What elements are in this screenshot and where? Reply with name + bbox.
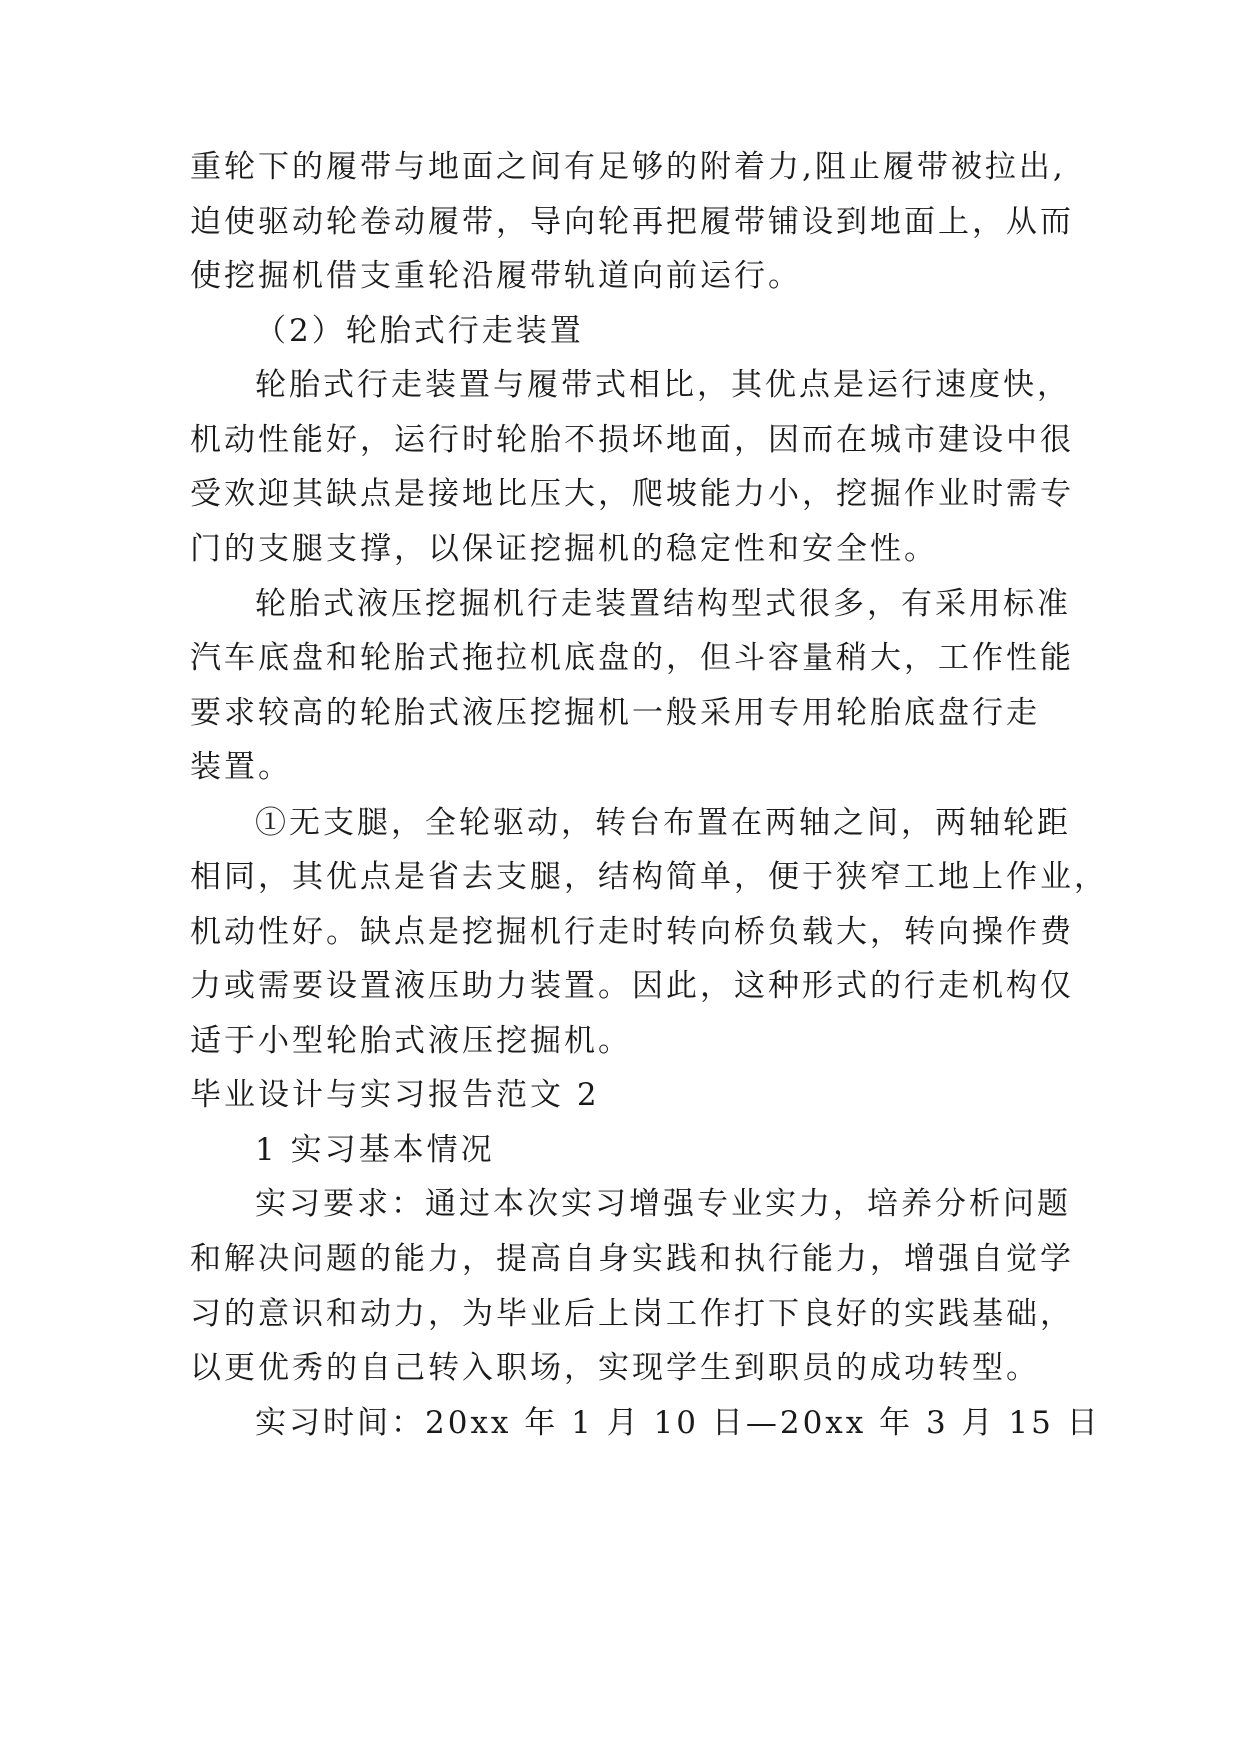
paragraph-line: 使挖掘机借支重轮沿履带轨道向前运行。 xyxy=(190,258,802,294)
paragraph-line: ①无支腿，全轮驱动，转台布置在两轴之间，两轴轮距 xyxy=(255,805,1071,841)
paragraph-line: 机动性好。缺点是挖掘机行走时转向桥负载大，转向操作费 xyxy=(190,914,1074,950)
paragraph-line: 机动性能好，运行时轮胎不损坏地面，因而在城市建设中很 xyxy=(190,422,1074,458)
paragraph-line: 轮胎式行走装置与履带式相比，其优点是运行速度快， xyxy=(255,367,1071,403)
section-heading: 1 实习基本情况 xyxy=(255,1132,495,1168)
section-heading: （2）轮胎式行走装置 xyxy=(255,313,584,349)
paragraph-line: 适于小型轮胎式液压挖掘机。 xyxy=(190,1023,632,1059)
paragraph-line: 力或需要设置液压助力装置。因此，这种形式的行走机构仅 xyxy=(190,968,1074,1004)
paragraph-line: 门的支腿支撑，以保证挖掘机的稳定性和安全性。 xyxy=(190,531,938,567)
document-title: 毕业设计与实习报告范文 2 xyxy=(190,1077,600,1113)
paragraph-line: 实习要求：通过本次实习增强专业实力，培养分析问题 xyxy=(255,1186,1071,1222)
paragraph-line: 装置。 xyxy=(190,749,292,785)
paragraph-line: 重轮下的履带与地面之间有足够的附着力,阻止履带被拉出, xyxy=(190,149,1066,185)
paragraph-line: 要求较高的轮胎式液压挖掘机一般采用专用轮胎底盘行走 xyxy=(190,695,1040,731)
paragraph-line: 以更优秀的自己转入职场，实现学生到职员的成功转型。 xyxy=(190,1350,1040,1386)
paragraph-line: 相同，其优点是省去支腿，结构简单，便于狭窄工地上作业， xyxy=(190,859,1108,895)
paragraph-line: 汽车底盘和轮胎式拖拉机底盘的，但斗容量稍大，工作性能 xyxy=(190,640,1074,676)
paragraph-line: 实习时间：20xx 年 1 月 10 日—20xx 年 3 月 15 日 xyxy=(255,1405,1101,1441)
paragraph-line: 习的意识和动力，为毕业后上岗工作打下良好的实践基础， xyxy=(190,1296,1074,1332)
paragraph-line: 迫使驱动轮卷动履带，导向轮再把履带铺设到地面上，从而 xyxy=(190,204,1074,240)
paragraph-line: 受欢迎其缺点是接地比压大，爬坡能力小，挖掘作业时需专 xyxy=(190,476,1074,512)
paragraph-line: 轮胎式液压挖掘机行走装置结构型式很多，有采用标准 xyxy=(255,586,1071,622)
paragraph-line: 和解决问题的能力，提高自身实践和执行能力，增强自觉学 xyxy=(190,1241,1074,1277)
